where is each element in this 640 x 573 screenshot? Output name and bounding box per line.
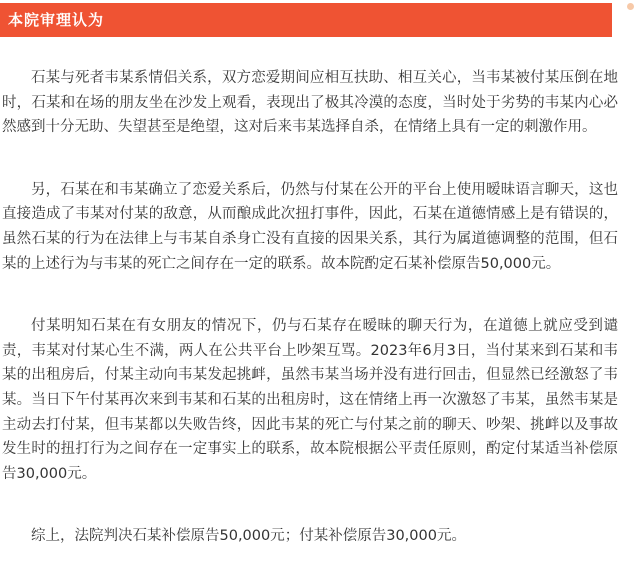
section-title: 本院审理认为 [8, 11, 105, 29]
paragraph-2: 另，石某在和韦某确立了恋爱关系后，仍然与付某在公开的平台上使用暧昧语言聊天，这也直接造成了韦某对付某的敌意，从而酿成此次扭打事件，因此，石某在道德情感上是有错误的，虽然石某的行为在法律上与韦某自杀身亡没有直接的因果关系，其行为属道德调整的范围，但石某的上述行为与韦某的死亡之间存在一定的联系。故本院酌定石某补偿原告50,000元。 [2, 181, 618, 272]
paragraph-1: 石某与死者韦某系情侣关系，双方恋爱期间应相互扶助、相互关心，当韦某被付某压倒在地时，石某和在场的朋友坐在沙发上观看，表现出了极其冷漠的态度，当时处于劣势的韦某内心必然感到十分无助、失望甚至是绝望，这对后来韦某选择自杀，在情绪上具有一定的刺激作用。 [2, 70, 618, 136]
paragraph-4-conclusion: 综上，法院判决石某补偿原告50,000元；付某补偿原告30,000元。 [31, 528, 466, 545]
paragraph-3: 付某明知石某在有女朋友的情况下，仍与石某存在暧昧的聊天行为，在道德上就应受到谴责，韦某对付某心生不满，两人在公共平台上吵架互骂。2023年6月3日，当付某来到石某和韦某的出租房后，付某主动向韦某发起挑衅，虽然韦某当场并没有进行回击，但显然已经激怒了韦某。当日下午付某再次来到韦某和石某的出租房时，这在情绪上再一次激怒了韦某，虽然韦某是主动去打付某，但韦某都以失败告终，因此韦某的死亡与付某之前的聊天、吵架、挑衅以及事故发生时的扭打行为之间存在一定事实上的联系，故本院根据公平责任原则，酌定付某适当补偿原告30,000元。 [2, 318, 618, 482]
article-body [2, 66, 618, 549]
decorative-dot [627, 3, 634, 10]
section-header-bar [0, 3, 612, 37]
